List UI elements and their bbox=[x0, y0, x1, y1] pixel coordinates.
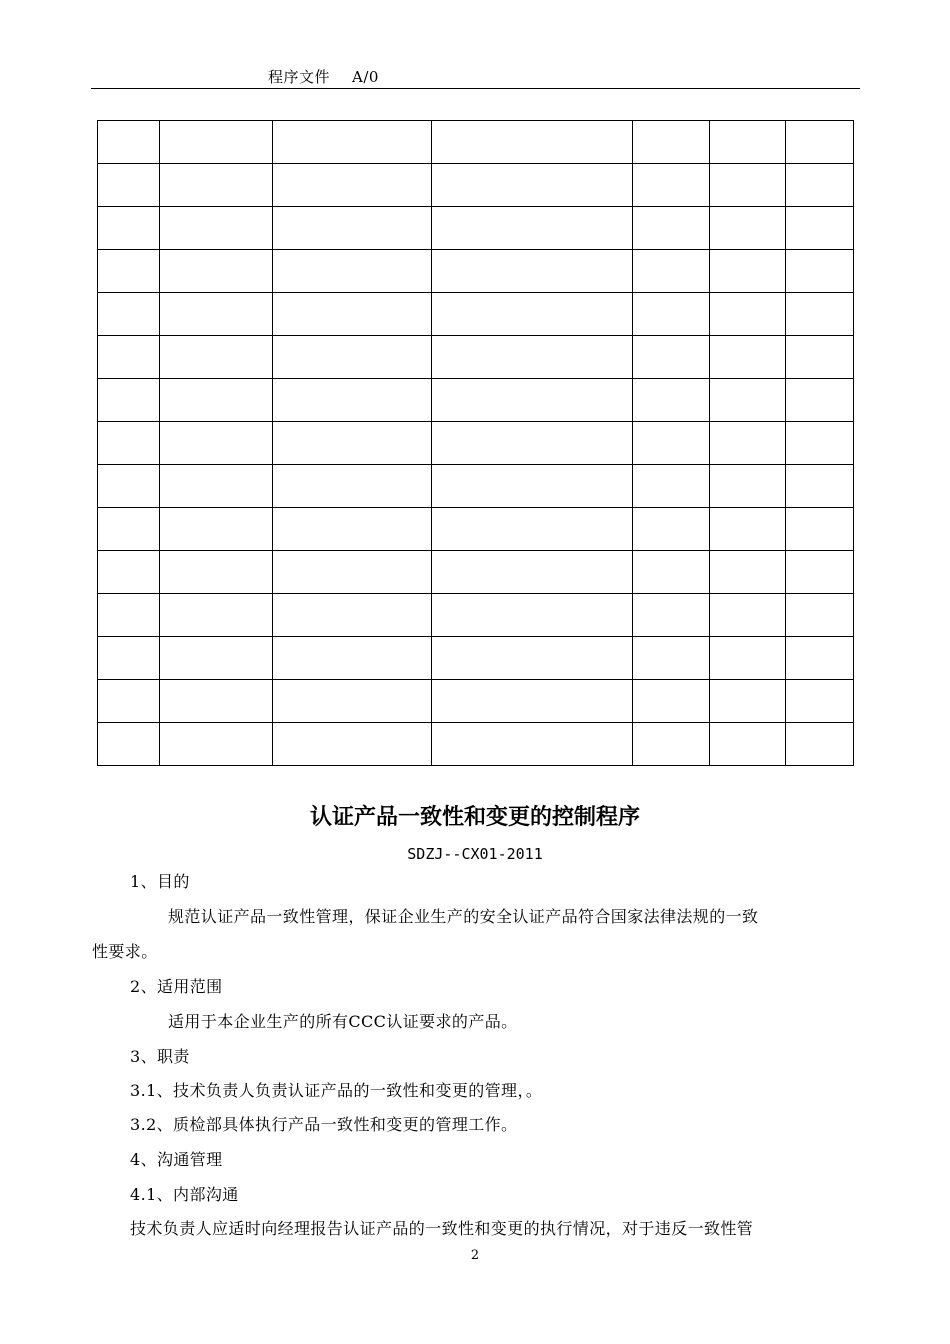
table-cell bbox=[432, 164, 633, 207]
table-cell bbox=[432, 207, 633, 250]
table-cell bbox=[710, 594, 786, 637]
table-cell bbox=[273, 250, 432, 293]
table-cell bbox=[633, 379, 710, 422]
table-cell bbox=[710, 121, 786, 164]
header-rule bbox=[91, 88, 860, 89]
table-cell bbox=[786, 465, 854, 508]
table-row bbox=[98, 723, 854, 766]
table-cell bbox=[98, 336, 160, 379]
section-4-1-heading: 4.1、内部沟通 bbox=[130, 1185, 239, 1204]
table-row bbox=[98, 637, 854, 680]
document-code: SDZJ--CX01-2011 bbox=[407, 845, 543, 863]
table-row bbox=[98, 164, 854, 207]
page-number: 2 bbox=[470, 1248, 480, 1263]
table-cell bbox=[633, 422, 710, 465]
table-cell bbox=[710, 551, 786, 594]
table-cell bbox=[98, 422, 160, 465]
table-cell bbox=[98, 293, 160, 336]
table-row bbox=[98, 680, 854, 723]
table-row bbox=[98, 250, 854, 293]
table-cell bbox=[160, 422, 273, 465]
table-cell bbox=[633, 250, 710, 293]
table-cell bbox=[273, 293, 432, 336]
table-cell bbox=[710, 465, 786, 508]
table-cell bbox=[273, 164, 432, 207]
table-cell bbox=[633, 551, 710, 594]
table-cell bbox=[633, 207, 710, 250]
table-cell bbox=[786, 164, 854, 207]
table-cell bbox=[98, 637, 160, 680]
table-cell bbox=[710, 637, 786, 680]
table-cell bbox=[786, 379, 854, 422]
table-cell bbox=[633, 508, 710, 551]
page-header bbox=[268, 66, 379, 87]
table-cell bbox=[273, 551, 432, 594]
table-cell bbox=[98, 207, 160, 250]
table-cell bbox=[710, 508, 786, 551]
table-cell bbox=[432, 336, 633, 379]
table-cell bbox=[273, 121, 432, 164]
table-cell bbox=[710, 422, 786, 465]
section-2-body: 适用于本企业生产的所有CCC认证要求的产品。 bbox=[168, 1012, 518, 1031]
table-cell bbox=[432, 637, 633, 680]
table-cell bbox=[160, 551, 273, 594]
table-cell bbox=[432, 594, 633, 637]
section-1-body-cont: 性要求。 bbox=[92, 942, 158, 961]
section-3-2: 3.2、质检部具体执行产品一致性和变更的管理工作。 bbox=[130, 1115, 518, 1134]
table-cell bbox=[273, 379, 432, 422]
table-cell bbox=[273, 336, 432, 379]
table-cell bbox=[786, 508, 854, 551]
table-cell bbox=[432, 508, 633, 551]
table-cell bbox=[786, 121, 854, 164]
table-cell bbox=[432, 250, 633, 293]
table-cell bbox=[432, 723, 633, 766]
table-cell bbox=[432, 465, 633, 508]
table-cell bbox=[98, 723, 160, 766]
table-cell bbox=[710, 207, 786, 250]
table-cell bbox=[98, 250, 160, 293]
table-cell bbox=[160, 336, 273, 379]
table-row bbox=[98, 465, 854, 508]
table-cell bbox=[710, 336, 786, 379]
table-cell bbox=[160, 379, 273, 422]
table-cell bbox=[786, 250, 854, 293]
table-cell bbox=[160, 121, 273, 164]
table-cell bbox=[273, 680, 432, 723]
table-cell bbox=[786, 207, 854, 250]
section-3-1: 3.1、技术负责人负责认证产品的一致性和变更的管理，。 bbox=[130, 1081, 543, 1100]
table-cell bbox=[160, 637, 273, 680]
table-cell bbox=[710, 379, 786, 422]
table-cell bbox=[786, 637, 854, 680]
table-cell bbox=[633, 723, 710, 766]
table-cell bbox=[633, 465, 710, 508]
table-cell bbox=[98, 551, 160, 594]
section-1-body: 规范认证产品一致性管理，保证企业生产的安全认证产品符合国家法律法规的一致 bbox=[168, 907, 759, 926]
table-cell bbox=[432, 293, 633, 336]
section-2-heading: 2、适用范围 bbox=[130, 977, 223, 996]
table-row bbox=[98, 551, 854, 594]
table-cell bbox=[786, 336, 854, 379]
table-cell bbox=[98, 379, 160, 422]
table-cell bbox=[98, 121, 160, 164]
table-cell bbox=[710, 680, 786, 723]
table-cell bbox=[160, 723, 273, 766]
table-cell bbox=[633, 164, 710, 207]
table-cell bbox=[786, 293, 854, 336]
table-row bbox=[98, 379, 854, 422]
table-cell bbox=[160, 207, 273, 250]
table-row bbox=[98, 207, 854, 250]
table-cell bbox=[273, 723, 432, 766]
table-cell bbox=[710, 293, 786, 336]
table-cell bbox=[633, 637, 710, 680]
table-row bbox=[98, 121, 854, 164]
table-cell bbox=[432, 680, 633, 723]
table-row bbox=[98, 336, 854, 379]
header-doc-type: 程序文件 bbox=[268, 68, 331, 86]
blank-record-table bbox=[97, 120, 854, 766]
table-cell bbox=[432, 422, 633, 465]
table-cell bbox=[160, 293, 273, 336]
table-cell bbox=[710, 250, 786, 293]
header-revision: A/0 bbox=[352, 68, 379, 86]
table-cell bbox=[710, 164, 786, 207]
table-cell bbox=[633, 594, 710, 637]
table-cell bbox=[160, 164, 273, 207]
section-4-heading: 4、沟通管理 bbox=[130, 1150, 223, 1169]
table-row bbox=[98, 508, 854, 551]
table-cell bbox=[98, 680, 160, 723]
section-1-heading: 1、目的 bbox=[130, 872, 190, 891]
table-cell bbox=[633, 680, 710, 723]
table-cell bbox=[160, 465, 273, 508]
table-cell bbox=[786, 594, 854, 637]
table-cell bbox=[432, 121, 633, 164]
table-row bbox=[98, 422, 854, 465]
table-cell bbox=[432, 379, 633, 422]
document-title: 认证产品一致性和变更的控制程序 bbox=[309, 805, 640, 830]
table-cell bbox=[786, 422, 854, 465]
table-cell bbox=[98, 164, 160, 207]
table-cell bbox=[273, 207, 432, 250]
table-cell bbox=[98, 508, 160, 551]
table-cell bbox=[633, 121, 710, 164]
table-cell bbox=[633, 293, 710, 336]
section-4-1-body: 技术负责人应适时向经理报告认证产品的一致性和变更的执行情况，对于违反一致性管 bbox=[130, 1219, 754, 1238]
table-cell bbox=[273, 637, 432, 680]
table-row bbox=[98, 594, 854, 637]
table-cell bbox=[273, 594, 432, 637]
table-cell bbox=[160, 594, 273, 637]
table-cell bbox=[98, 465, 160, 508]
table-row bbox=[98, 293, 854, 336]
section-3-heading: 3、职责 bbox=[130, 1047, 190, 1066]
table-cell bbox=[710, 723, 786, 766]
table-cell bbox=[786, 680, 854, 723]
table-cell bbox=[273, 508, 432, 551]
table-cell bbox=[633, 336, 710, 379]
table-cell bbox=[160, 250, 273, 293]
table-cell bbox=[160, 680, 273, 723]
table-cell bbox=[432, 551, 633, 594]
table-cell bbox=[160, 508, 273, 551]
table-cell bbox=[786, 551, 854, 594]
table-cell bbox=[273, 465, 432, 508]
table-cell bbox=[786, 723, 854, 766]
table-cell bbox=[273, 422, 432, 465]
table-cell bbox=[98, 594, 160, 637]
